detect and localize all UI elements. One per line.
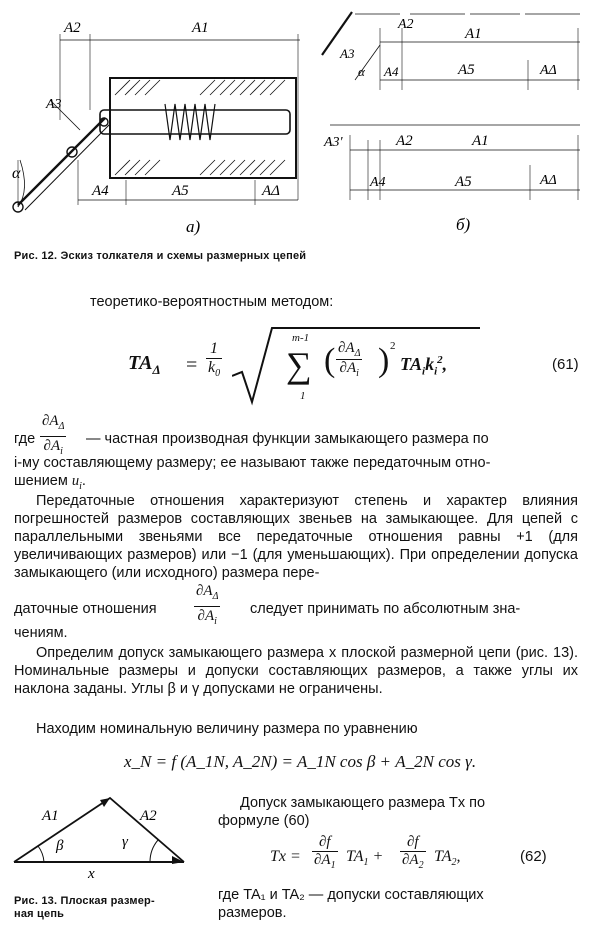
label-b-A1: A1	[465, 26, 482, 42]
fig13-beta: β	[56, 838, 64, 854]
label-b-alpha: α	[358, 64, 365, 79]
label-a-A3: A3	[46, 97, 62, 112]
tolerance-intro: Допуск замыкающего размера Tx по формуле (60)	[218, 795, 486, 829]
paragraph-nominal: Находим номинальную величину размера по уравнению	[36, 721, 418, 737]
equation-62: Tx = $\frac{\partial f}{\partial A_1}$ $TA_1$ + $\frac{\partial f}{\partial A_2}$ $TA_2$, (62)	[270, 834, 547, 871]
paragraph-transfer-ratios-cont: даточные отношения $\frac{\partial A_\Delta}{\partial A_i}$ следует принимать по абсолютным зна-	[14, 583, 521, 627]
label-a-A1: A1	[192, 20, 209, 36]
label-b-A3prime: A3'	[324, 135, 343, 150]
label-a-A5: A5	[172, 183, 189, 199]
paragraph-closing-size: Определим допуск замыкающего размера x плоской размерной цепи (рис. 13). Номинальные размеры и допуски составляющих размеров, а также углы их наклона заданы. Углы β и γ допусками не ограничены.	[14, 645, 578, 697]
panel-b-label: б)	[456, 215, 471, 234]
figure-13-triangle	[0, 790, 200, 890]
fig13-A2: A2	[140, 808, 157, 824]
housing-body	[110, 78, 296, 178]
equation-61: $TA_\Delta$ = $\frac{1}{k_0}$ m-1 ∑ 1 ( $\frac{\partial A_\Delta}{\partial A_i}$ ) 2 $TA_ik_i^2$, (61)	[128, 330, 588, 410]
label-b-A4: A4	[384, 64, 399, 79]
paragraph-transfer-ratios: Передаточные отношения характеризуют степень и характер влияния погрешностей размеров составляющих звеньев на замыкающее. Для цепей с параллельными звеньями все передаточные отношения равны +1 (для увеличивающих размеров) или −1 (для уменьшающих). При определении допуска замыкающего (или исходного) размера пере-	[14, 493, 578, 581]
figure-13-caption: Рис. 13. Плоская размер- ная цепь	[14, 895, 155, 920]
method-line: теоретико-вероятностным методом:	[90, 294, 334, 310]
label-b2-A5: A5	[455, 174, 472, 190]
tolerance-where: где TA₁ и TA₂ — допуски составляющих размеров.	[218, 887, 484, 921]
label-b2-AD: AΔ	[540, 173, 557, 188]
fig13-A1: A1	[42, 808, 59, 824]
panel-a-label: а)	[186, 217, 201, 236]
label-b-A5: A5	[458, 62, 475, 78]
where-paragraph: где $\frac{\partial A_\Delta}{\partial A_i}$ — частная производная функции замыкающего размера по i-му составляющему размеру; ее называют также передаточным отно- шением $u_i$.	[14, 413, 491, 492]
figure-12-caption: Рис. 12. Эскиз толкателя и схемы размерных цепей	[14, 250, 307, 262]
fig13-x: x	[88, 866, 95, 882]
housing-hatching	[115, 80, 285, 175]
label-a-alpha: α	[12, 165, 21, 182]
label-a-AD: AΔ	[262, 183, 280, 199]
label-a-A2: A2	[64, 20, 81, 36]
label-a-A4: A4	[92, 183, 109, 199]
label-b2-A4: A4	[370, 175, 386, 190]
fig13-gamma: γ	[122, 834, 128, 850]
label-b2-A2: A2	[396, 133, 413, 149]
plunger-rod	[100, 110, 290, 134]
paragraph-transfer-ratios-end: чениям.	[14, 625, 68, 641]
label-b-AD: AΔ	[540, 63, 557, 78]
label-b-A2: A2	[398, 17, 414, 32]
equation-nominal: x_N = f (A_1N, A_2N) = A_1N cos β + A_2N cos γ.	[124, 752, 477, 771]
label-b2-A1: A1	[472, 133, 489, 149]
label-b-A3: A3	[340, 46, 355, 61]
figure-12-sketch	[0, 0, 590, 240]
